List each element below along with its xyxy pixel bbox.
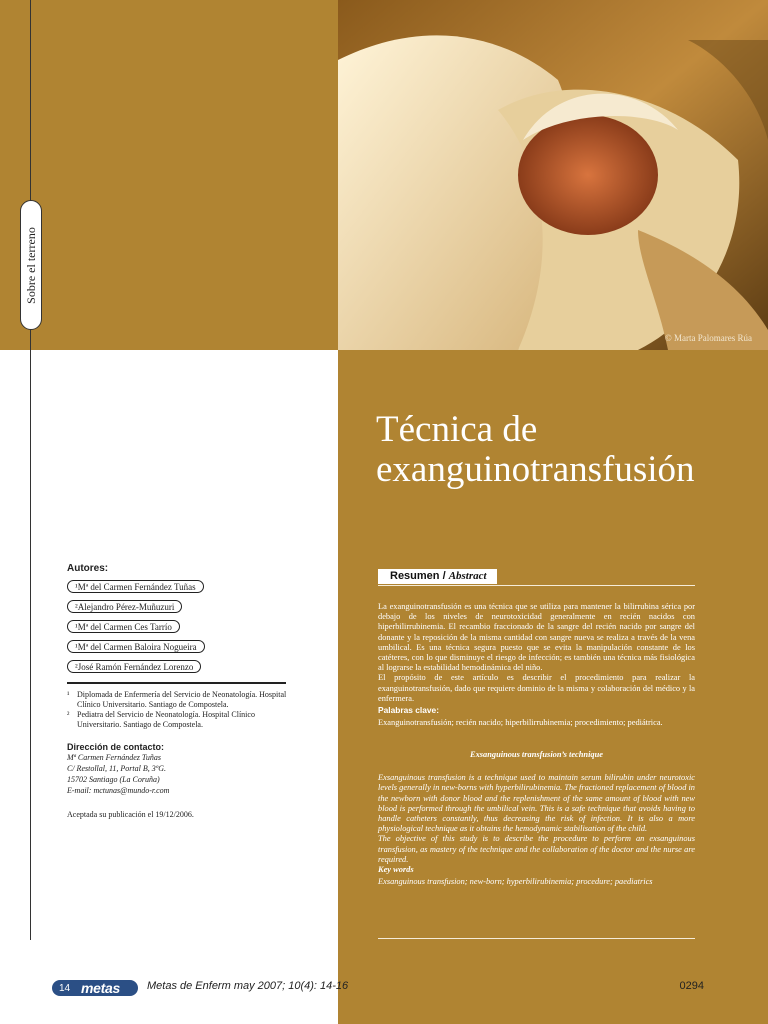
english-abstract-paragraph: Exsanguinous transfusion is a technique used to maintain serum bilirubin under neurotoxic levels generally in new-borns with hyperbilirubinemia. The fractioned replacement of blood in the newborn with donor blood and the replenishment of the same amount of blood with new blood is performed through the umbilical vein. This is a safe technique that avoids having to handle catheters constantly, thus decreasing the risk of infection. It is also a more physiological technique as it obtains the hemodynamic stabilisation of the child.	[378, 773, 695, 834]
journal-logo: metas	[81, 980, 120, 996]
journal-citation: Metas de Enferm may 2007; 10(4): 14-16	[147, 980, 349, 992]
contact-email: E-mail: mctunas@mundo-r.com	[67, 786, 170, 795]
affiliation	[67, 690, 289, 710]
affiliation-number: ¹	[67, 690, 70, 699]
authors-block	[67, 563, 289, 819]
article-code: 0294	[679, 980, 704, 992]
contact-heading: Dirección de contacto:	[67, 742, 165, 752]
english-keywords-heading: Key words	[378, 865, 414, 875]
resumen-paragraph: La exanguinotransfusión es una técnica que se utiliza para mantener la bilirrubina sérica por debajo de los niveles de neurotoxicidad generalmente en recién nacidos con hiperbilirrubinemia. El recambio fraccionado de la sangre del recién nacido por sangre del donante y la reposición de la misma cantidad con sangre nueva se realiza a través de la vena umbilical. Es una técnica segura puesto que se evita la manipulación constante de los catéteres, con lo que disminuye el riesgo de infección; es también una técnica más fisiológica al lograrse la estabilidad hemodinámica del niño.	[378, 602, 695, 673]
affiliation-text: Pediatra del Servicio de Neonatología. Hospital Clínico Universitario. Santiago de Compostela.	[77, 710, 255, 729]
affiliations	[67, 690, 289, 730]
english-abstract-paragraph: The objective of this study is to describe the procedure to perform an exsanguinous transfusion, as mastery of the technique and the collaboration of the doctor and the nurse are required.	[378, 834, 695, 864]
abstract-bottom-rule	[378, 938, 695, 939]
side-rule	[30, 0, 31, 940]
keywords-heading: Palabras clave:	[378, 705, 439, 716]
keywords-text: Exanguinotransfusión; recién nacido; hiperbilirrubinemia; procedimiento; pediátrica.	[378, 718, 663, 728]
author-name: ¹Mª del Carmen Ces Tarrío	[67, 620, 180, 633]
photo-credit: © Marta Palomares Rúa	[664, 333, 752, 343]
footer-journal-badge	[52, 980, 138, 996]
authors-divider	[67, 682, 286, 684]
author-name: ²José Ramón Fernández Lorenzo	[67, 660, 201, 673]
contact-line: C/ Restollal, 11, Portal B, 3ºG.	[67, 764, 166, 773]
abstract-tab	[378, 569, 497, 584]
accepted-date: Aceptada su publicación el 19/12/2006.	[67, 810, 194, 819]
authors-heading: Autores:	[67, 563, 109, 574]
abstract-tab-label: Resumen /	[390, 570, 449, 582]
english-keywords-text: Exsanguinous transfusion; new-born; hyperbilirubinemia; procedure; paediatrics	[378, 877, 653, 887]
english-title: Exsanguinous transfusion’s technique	[470, 750, 603, 760]
author-name: ¹Mª del Carmen Baloira Nogueira	[67, 640, 205, 653]
abstract-tab-label-en: Abstract	[448, 570, 487, 582]
abstract-column	[378, 566, 695, 887]
contact-line: 15702 Santiago (La Coruña)	[67, 775, 160, 784]
gold-panel-top-left	[0, 0, 338, 350]
title-line-2: exanguinotransfusión	[376, 449, 695, 490]
section-label-text: Sobre el terreno	[23, 226, 38, 304]
newborn-photo	[338, 0, 768, 350]
article-title	[376, 410, 756, 490]
contact-line: Mª Carmen Fernández Tuñas	[67, 753, 161, 762]
title-line-1: Técnica de	[376, 409, 538, 450]
author-name: ²Alejandro Pérez-Muñuzuri	[67, 600, 182, 613]
author-name: ¹Mª del Carmen Fernández Tuñas	[67, 580, 204, 593]
affiliation	[67, 710, 289, 730]
section-label	[20, 200, 42, 330]
resumen-paragraph: El propósito de este artículo es describir el procedimiento para realizar la exanguinotransfusión, dado que requiere dominio de la misma y colaboración del médico y la enfermera.	[378, 673, 695, 703]
affiliation-text: Diplomada de Enfermería del Servicio de Neonatología. Hospital Clínico Universitario. Santiago de Compostela.	[77, 690, 287, 709]
abstract-top-rule	[378, 585, 695, 586]
affiliation-number: ²	[67, 710, 70, 719]
page-number: 14	[59, 982, 71, 994]
